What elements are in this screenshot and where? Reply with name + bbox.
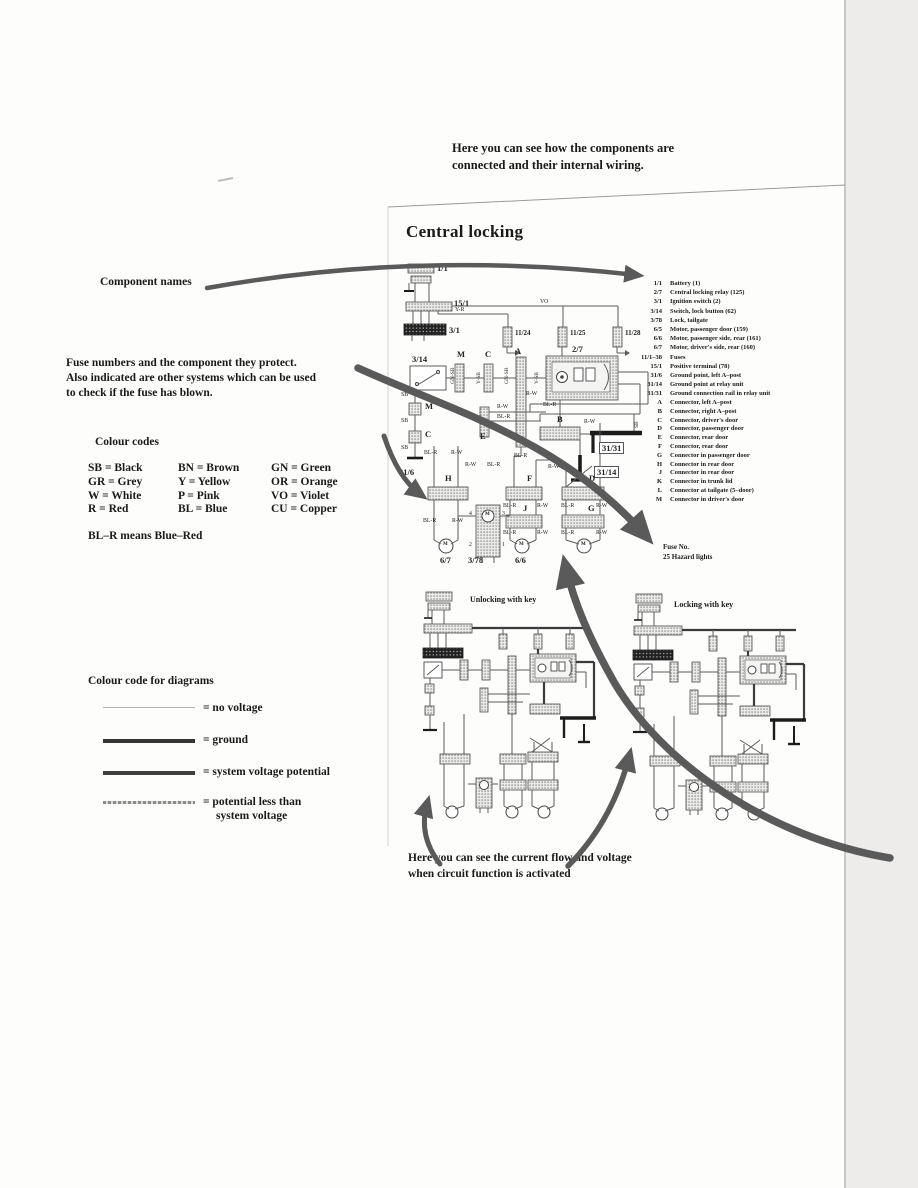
diagram-label: J xyxy=(523,503,528,513)
component-row xyxy=(630,325,770,334)
colour-code-entry: GN = Green xyxy=(271,462,331,474)
component-row-id: 11/1–38 xyxy=(641,353,662,361)
legend-item-label-2: system voltage xyxy=(216,810,288,822)
colour-code-entry: SB = Black xyxy=(88,462,143,474)
diagram-label: R-W xyxy=(596,530,608,536)
diagram-label: M xyxy=(425,401,434,411)
diagram-label: M xyxy=(443,542,448,547)
component-row-name: Ground point, left A–post xyxy=(670,372,742,380)
diagram-label: 1/1 xyxy=(437,263,448,273)
connector-row xyxy=(630,425,754,434)
component-row-id: 6/5 xyxy=(653,326,662,334)
connector-row-id: A xyxy=(657,399,662,406)
page-sheet xyxy=(218,0,918,1188)
diagram-label: G xyxy=(588,503,595,513)
component-row-name: Motor, passenger side, rear (161) xyxy=(670,335,761,343)
diagram-label: M xyxy=(457,349,466,359)
connector-row xyxy=(630,434,754,443)
diagram-label: GN-SB xyxy=(504,367,510,384)
diagram-label: BL-R xyxy=(424,450,438,456)
diagram-label: SB xyxy=(401,418,409,424)
connector-row-id: F xyxy=(658,442,662,450)
outro-line-2: when circuit function is activated xyxy=(408,868,571,880)
component-row-name: Motor, passenger door (159) xyxy=(670,326,748,334)
unlocking-diagram xyxy=(423,592,596,818)
component-row-id: 6/6 xyxy=(653,335,662,343)
fuse-callout-line-1: Fuse No. xyxy=(663,543,690,551)
colour-code-entry: VO = Violet xyxy=(271,489,330,502)
diagram-legend-title: Colour code for diagrams xyxy=(88,675,214,687)
diagram-label: 11/24 xyxy=(515,329,531,337)
connector-row-name: Connector, left A–post xyxy=(670,399,732,406)
diagram-label: SB xyxy=(401,445,409,451)
diagram-label: Y-SB xyxy=(476,372,482,384)
component-row xyxy=(630,389,770,398)
connector-row xyxy=(630,399,754,408)
fuse-note-line-2: Also indicated are other systems which can be used xyxy=(66,372,317,384)
legend-item-label: = potential less than xyxy=(203,796,302,808)
intro-note xyxy=(452,140,762,173)
component-row-name: Ignition switch (2) xyxy=(670,298,721,306)
diagram-label: 1 xyxy=(502,542,505,548)
diagram-label: BL-R xyxy=(514,453,528,459)
component-row xyxy=(630,307,770,316)
diagram-label: R-W xyxy=(465,462,477,468)
connector-row xyxy=(630,443,754,452)
diagram-label: R-W xyxy=(596,503,608,509)
intro-line-2: connected and their internal wiring. xyxy=(452,157,644,172)
diagram-label: GN-SB xyxy=(450,367,456,384)
main-wiring-diagram xyxy=(404,264,648,563)
diagram-label: R-W xyxy=(537,530,549,536)
connector-row-name: Connector, driver's door xyxy=(670,416,739,424)
colour-code-entry: OR = Orange xyxy=(271,475,338,488)
diagram-label: 3/78 xyxy=(468,555,484,565)
component-row-id: 1/1 xyxy=(653,280,662,287)
colour-code-entry: W = White xyxy=(88,489,142,502)
diagram-label: 31/6 xyxy=(399,467,415,477)
diagram-label: SB xyxy=(634,421,640,428)
diagram-label: E xyxy=(480,431,486,441)
diagram-legend-item xyxy=(88,733,388,747)
colour-code-entry: BN = Brown xyxy=(178,462,240,474)
diagram-legend-item xyxy=(88,795,388,823)
connector-row-name: Connector in rear door xyxy=(670,460,735,468)
component-row-id: 3/78 xyxy=(650,316,662,324)
diagram-label: BL-R xyxy=(561,530,575,536)
component-list xyxy=(630,279,770,399)
colour-codes-grid xyxy=(88,462,388,517)
colour-code-entry: GR = Grey xyxy=(88,475,143,488)
colour-codes-note: BL–R means Blue–Red xyxy=(88,530,203,543)
component-row xyxy=(630,334,770,343)
colour-code-entry: CU = Copper xyxy=(271,503,337,516)
diagram-label: 11/28 xyxy=(625,329,641,337)
connector-row-id: E xyxy=(657,434,662,442)
connector-row-name: Connector, rear door xyxy=(670,434,729,442)
component-row-id: 15/1 xyxy=(650,362,662,370)
component-row-name: Lock, tailgate xyxy=(670,316,708,324)
component-row-name: Motor, driver's side, rear (160) xyxy=(670,344,756,352)
colour-code-entry: R = Red xyxy=(88,503,129,516)
diagram-label: D xyxy=(589,473,596,483)
diagram-label: BL-R xyxy=(503,530,517,536)
component-row-id: 3/14 xyxy=(650,307,662,315)
diagram-label: 3 xyxy=(502,511,505,517)
connector-row-name: Connector, rear door xyxy=(670,442,729,450)
connector-row-name: Connector in passenger door xyxy=(670,451,750,459)
colour-code-entry: BL = Blue xyxy=(178,503,228,516)
connector-row-id: C xyxy=(657,416,662,424)
diagram-label: 4 xyxy=(469,511,472,517)
legend-item-label: = ground xyxy=(203,734,249,746)
colour-codes-column-2 xyxy=(178,462,271,517)
component-row xyxy=(630,353,770,362)
outro-note xyxy=(408,850,708,882)
connector-list xyxy=(630,399,754,505)
locking-diagram xyxy=(633,594,806,820)
diagram-label: F xyxy=(527,473,533,483)
diagram-label: H xyxy=(445,473,452,483)
colour-codes-legend xyxy=(88,436,388,542)
fuse-callout xyxy=(663,543,712,562)
diagram-label: R-W xyxy=(584,419,596,425)
diagram-label: VO xyxy=(540,299,549,305)
legend-line-sample-ground xyxy=(103,739,195,743)
connector-row xyxy=(630,478,754,487)
connector-row-name: Connector, passenger door xyxy=(670,425,744,433)
component-row xyxy=(630,380,770,389)
connector-row xyxy=(630,417,754,426)
connector-row-name: Connector in rear door xyxy=(670,469,735,477)
fuse-note xyxy=(66,356,396,401)
connector-row-id: D xyxy=(657,425,662,433)
connector-row-name: Connector in driver's door xyxy=(670,495,745,503)
connector-row xyxy=(630,487,754,496)
diagram-label: BL-R xyxy=(543,402,557,408)
diagram-colour-legend xyxy=(88,675,388,822)
diagram-label: 11/25 xyxy=(570,329,586,337)
component-row-name: Positive terminal (78) xyxy=(670,362,730,370)
connector-row xyxy=(630,408,754,417)
component-row xyxy=(630,279,770,288)
connector-row-id: J xyxy=(658,469,662,477)
diagram-label: R-W xyxy=(452,518,464,524)
diagram-label: BL-R xyxy=(497,414,511,420)
diagram-label: 2 xyxy=(469,542,472,548)
connector-row xyxy=(630,469,754,478)
component-row xyxy=(630,362,770,371)
diagram-label: M xyxy=(581,542,586,547)
diagram-label: SB xyxy=(401,392,409,398)
intro-line-1: Here you can see how the components are xyxy=(452,141,675,155)
locking-diagram-label: Locking with key xyxy=(674,600,734,609)
diagram-label: 6/7 xyxy=(440,555,451,565)
component-row-name: Central locking relay (125) xyxy=(670,289,745,297)
component-row-id: 31/14 xyxy=(647,381,662,389)
component-row xyxy=(630,297,770,306)
diagram-label: 6/6 xyxy=(515,555,526,565)
legend-item-label: = no voltage xyxy=(203,702,263,714)
diagram-label: BL-R xyxy=(487,462,501,468)
diagram-label: R-W xyxy=(537,503,549,509)
diagram-label: R-W xyxy=(497,404,509,410)
component-row-name: Ground point at relay unit xyxy=(670,381,744,389)
diagram-label: Y-SB xyxy=(534,372,540,384)
diagram-legend-item xyxy=(88,701,388,715)
legend-line-sample-partial xyxy=(103,801,195,804)
component-row-name: Switch, lock button (62) xyxy=(670,307,737,315)
diagram-label: C xyxy=(425,429,432,439)
colour-code-entry: P = Pink xyxy=(178,489,220,502)
connector-row-id: M xyxy=(655,495,662,503)
component-row xyxy=(630,343,770,352)
fuse-note-line-1: Fuse numbers and the component they protect. xyxy=(66,357,297,369)
fuse-note-line-3: to check if the fuse has blown. xyxy=(66,387,213,399)
component-row-name: Ground connection rail in relay unit xyxy=(670,390,771,398)
component-row xyxy=(630,316,770,325)
connector-row-id: B xyxy=(657,407,662,415)
diagram-label: 31/14 xyxy=(594,466,619,478)
component-row xyxy=(630,371,770,380)
connector-row-name: Connector in trunk lid xyxy=(670,478,733,486)
unlocking-diagram-label: Unlocking with key xyxy=(470,595,537,604)
connector-row-name: Connector at tailgate (5–door) xyxy=(670,486,754,494)
diagram-label: M xyxy=(519,542,524,547)
connector-row-id: K xyxy=(656,478,662,486)
diagram-label: B xyxy=(557,414,563,424)
diagram-label: BL-R xyxy=(423,518,437,524)
component-row xyxy=(630,288,770,297)
diagram-label: BL-R xyxy=(561,503,575,509)
diagram-label: 3/14 xyxy=(412,354,428,364)
component-row-name: Fuses xyxy=(670,353,686,361)
diagram-label: R-W xyxy=(548,464,560,470)
diagram-label: M xyxy=(485,512,490,517)
diagram-label: 2/7 xyxy=(572,344,583,354)
colour-codes-column-1 xyxy=(88,462,178,517)
connector-row-name: Connector, right A–post xyxy=(670,407,737,415)
page-title: Central locking xyxy=(406,222,524,241)
component-row-id: 31/6 xyxy=(650,372,662,380)
connector-row xyxy=(630,452,754,461)
connector-row-id: H xyxy=(656,460,662,468)
component-row-id: 3/1 xyxy=(653,298,662,306)
outro-line-1: Here you can see the current flow and voltage xyxy=(408,852,632,864)
legend-line-sample-voltage xyxy=(103,771,195,775)
component-row-id: 6/7 xyxy=(653,344,662,352)
colour-code-entry: Y = Yellow xyxy=(178,475,231,488)
colour-codes-title: Colour codes xyxy=(95,436,159,448)
connector-row-id: G xyxy=(656,451,662,459)
diagram-label: 3/1 xyxy=(449,325,460,335)
component-row-id: 2/7 xyxy=(653,289,662,297)
component-row-name: Battery (1) xyxy=(670,280,701,287)
connector-row xyxy=(630,461,754,470)
diagram-label: A xyxy=(515,346,522,356)
colour-codes-column-3 xyxy=(271,462,383,517)
legend-line-sample-thin xyxy=(103,707,195,708)
diagram-label: R-W xyxy=(526,391,538,397)
legend-item-label: = system voltage potential xyxy=(203,766,330,778)
fuse-callout-line-2: 25 Hazard lights xyxy=(663,552,713,561)
component-names-label: Component names xyxy=(100,276,192,288)
diagram-label: Y-R xyxy=(455,307,465,313)
diagram-legend-item xyxy=(88,765,388,779)
component-row-id: 31/31 xyxy=(647,390,662,398)
diagram-label: 15/1 xyxy=(454,298,470,308)
connector-row-id: L xyxy=(657,486,662,494)
diagram-label: 31/31 xyxy=(599,442,624,454)
diagram-label: C xyxy=(485,349,492,359)
diagram-label: R-W xyxy=(451,450,463,456)
connector-row xyxy=(630,496,754,505)
diagram-label: BL-R xyxy=(503,503,517,509)
